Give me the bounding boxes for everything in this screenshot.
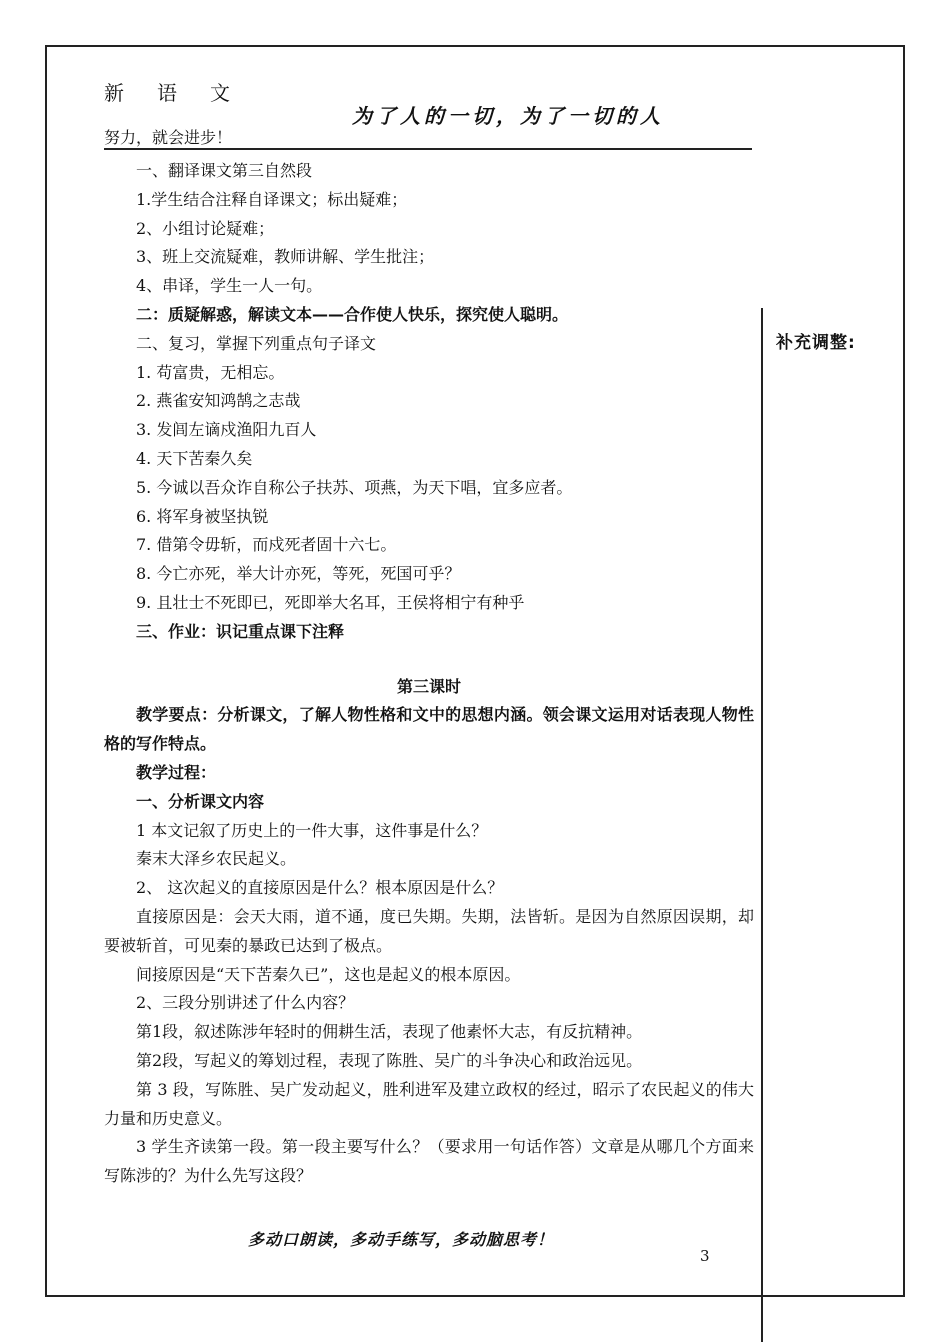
sentence-item: 6. 将军身被坚执锐	[136, 506, 269, 526]
section-heading: 二、复习，掌握下列重点句子译文	[136, 333, 377, 353]
margin-divider	[761, 308, 763, 1342]
sentence-item: 9. 且壮士不死即已，死即举大名耳，王侯将相宁有种乎	[136, 592, 525, 612]
question: 2、三段分别讲述了什么内容？	[136, 993, 355, 1013]
sentence-item: 8. 今亡亦死，举大计亦死，等死，死国可乎？	[136, 564, 461, 584]
answer: 秦末大泽乡农民起义。	[136, 849, 297, 869]
question: 1 本文记叙了历史上的一件大事，这件事是什么？	[136, 820, 488, 840]
header-motto: 努力，就会进步！	[104, 128, 233, 147]
question: 3 学生齐读第一段。第一段主要写什么？（要求用一句话作答）文章是从哪几个方面来写陈涉的？为什么先写这段？	[104, 1137, 754, 1186]
answer: 第1段，叙述陈涉年轻时的佣耕生活，表现了他素怀大志，有反抗精神。	[136, 1022, 643, 1042]
answer: 直接原因是：会天大雨，道不通，度已失期。失期，法皆斩。是因为自然原因误期，却要被斩首，可见秦的暴政已达到了极点。	[104, 906, 754, 955]
sentence-item: 2. 燕雀安知鸿鹄之志哉	[136, 391, 301, 411]
homework-heading: 三、作业：识记重点课下注释	[136, 621, 345, 641]
bold-heading: 二：质疑解惑，解读文本——合作使人快乐，探究使人聪明。	[136, 304, 569, 324]
sentence-item: 5. 今诚以吾众诈自称公子扶苏、项燕，为天下唱，宜多应者。	[136, 477, 573, 497]
step-item: 1.学生结合注释自译课文；标出疑难；	[136, 189, 408, 209]
lesson-title: 第三课时	[396, 676, 461, 696]
step-item: 3、班上交流疑难，教师讲解、学生批注；	[136, 247, 435, 267]
step-item: 4、串译，学生一人一句。	[136, 276, 323, 296]
header-rule	[104, 148, 752, 150]
footer-slogan: 多动口朗读，多动手练写，多动脑思考！	[248, 1230, 555, 1249]
sentence-item: 1. 苟富贵，无相忘。	[136, 362, 285, 382]
sentence-item: 3. 发闾左谪戍渔阳九百人	[136, 420, 317, 440]
process-heading: 教学过程：	[136, 762, 217, 782]
sentence-item: 4. 天下苦秦久矣	[136, 448, 253, 468]
supplement-label: 补充调整:	[776, 333, 856, 353]
answer: 间接原因是“天下苦秦久已”，这也是起义的根本原因。	[136, 964, 521, 984]
sentence-item: 7. 借第令毋斩，而戍死者固十六七。	[136, 535, 397, 555]
step-item: 2、小组讨论疑难；	[136, 218, 275, 238]
answer: 第 3 段，写陈胜、吴广发动起义，胜利进军及建立政权的经过，昭示了农民起义的伟大力量和历史意义。	[104, 1079, 754, 1128]
lesson-content	[104, 157, 754, 1191]
brand-title: 新语文	[104, 81, 263, 105]
analysis-heading: 一、分析课文内容	[136, 791, 265, 811]
section-heading: 一、翻译课文第三自然段	[136, 161, 313, 180]
question: 2、 这次起义的直接原因是什么？根本原因是什么？	[136, 878, 504, 898]
answer: 第2段，写起义的筹划过程，表现了陈胜、吴广的斗争决心和政治远见。	[136, 1050, 643, 1070]
header-slogan: 为了人的一切，为了一切的人	[352, 104, 664, 128]
page-number: 3	[700, 1247, 710, 1265]
teaching-points: 教学要点：分析课文，了解人物性格和文中的思想内涵。领会课文运用对话表现人物性格的写作特点。	[104, 705, 754, 754]
